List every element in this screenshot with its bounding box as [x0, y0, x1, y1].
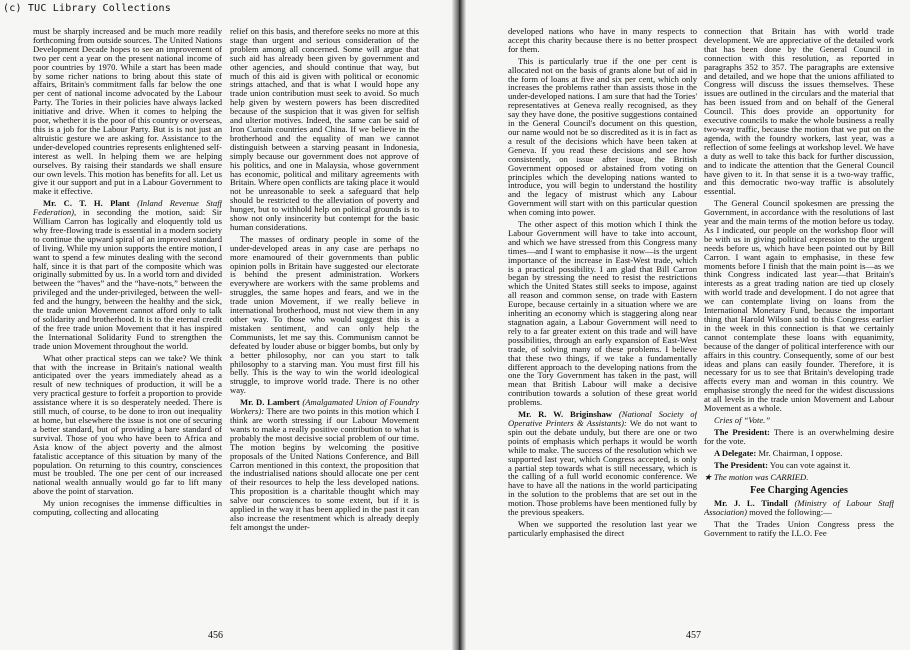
book-gutter [452, 0, 466, 650]
paragraph: must be sharply increased and be much more readily forthcoming from outside sources. The United Nations Development Decade hopes to see an improvement of two per cent a year on the present national income of poor countries by 1970. While a start has been made by some richer nations to bring about this state of affairs, Britain's commitment falls far below the one per cent of national income advocated by the Labour Party. The Tories in their policies have always lacked initiative and drive. When it comes to helping the poor, whether it is the poor of this country or overseas, this is a job for the Labour Party. But is is not just an altruistic gesture we are asking for. Assistance to the under-developed countries represents enlightened self-interest as well. In helping them we are helping ourselves. By raising their standards we shall ensure our own levels. This motion has benefits for all. Let us give it our support and put in a Labour Government to make it effective. [33, 27, 222, 197]
paragraph [230, 398, 419, 532]
speech-text: There are two points in this motion which I think are worth stressing if our Labour Movement wants to make a really positive contribution to what is probably the most decisive social problem of our time. The motion begins by welcoming the positive proposals of the United Nations Conference, and Bill Carron mentioned in this context, the proposition that the industrialised nations should allocate one per cent of their resources to help the less developed nations. This proposition is a charitable thought which may salve our consciences to some extent, but if it is applied in the way it has been applied in the past it can also increase the resentment which is already deeply felt amongst the under- [230, 406, 419, 532]
right-page-column-1 [508, 27, 697, 632]
paragraph: This is particularly true if the one per cent is allocated not on the basis of grants alone but of aid in the form of loans at five and six per cent, which only increases the problems rather than assists those in the under-developed nations. I am sure that had the Tories' representatives at Geneva really recognised, as they say they have done, the positive suggestions contained in the General Council's document on this question, our name would not be so discredited as it is in fact as a result of the decisions which have been taken at Geneva. If you read these decisions and see how consistently, on issue after issue, the British Government opposed or abstained from voting on principles which the developing nations wanted to introduce, you will begin to understand the hostility and the legacy of mistrust which any Labour Government will start with on this particular question when coming into power. [508, 55, 697, 218]
speaker-name: Mr. R. W. Briginshaw [518, 409, 612, 420]
left-page-column-2 [230, 27, 419, 632]
speech-text: moved the following:— [749, 507, 832, 518]
paragraph: developed nations who have in many respects to accept this charity because there is no better prospect for them. [508, 27, 697, 54]
speech-text: Mr. Chairman, I oppose. [758, 447, 843, 458]
paragraph [704, 449, 894, 458]
paragraph [508, 410, 697, 517]
paragraph: connection that Britain has with world trade development. We are appreciative of the detailed work that has been done by the General Council in connection with this resolution, as reported in paragraphs 352 to 357. The paragraphs are extensive and detailed, and we hope that the unions affiliated to Congress will discuss the issues themselves. These issues are outlined in the circulars and the material that has been issued from and on behalf of the General Council. This does provide an opportunity for executive councils to make the whole business a really two-way traffic, because the motion that we put on the agenda, with the foundry workers, last year, was a reflection of some feelings at workshop level. We have a duty as well to take this back for further discussion, and to indicate the attention that the General Council have given to it. In that sense it is a two-way traffic, and this democratic two-way traffic is absolutely essential. [704, 27, 894, 197]
paragraph: relief on this basis, and therefore seeks no more at this stage than urgent and serious consideration of the problem among all concerned. Some will argue that such aid has already been given by government and other agencies, and should continue that way, but much of this aid is given with political or economic strings attached, and that is what I would hope any trade union contribution must seek to avoid. So much help given by western powers has been discredited because of the suspicion that it was given for selfish and ulterior motives. Indeed, the same can be said of Iron Curtain countries and China. If we believe in the brotherhood and the equality of man we cannot distinguish between a starving peasant in Indonesia, simply because our government does not approve of his politics, and one in Malaysia, whose government has economic, political and military agreements with Britain. Where open conflicts are taking place it would not be unreasonable to seek a safeguard that help should be restricted to the alleviation of poverty and hunger, but to withhold help on political grounds is to show not only insincerity but contempt for the basic human considerations. [230, 27, 419, 232]
paragraph: What other practical steps can we take? We think that with the increase in Britain's national wealth anticipated over the years immediately ahead as a result of new techniques of production, it will be a very practical gesture to forfeit a proportion to provide assistance where it is so desperately needed. There is still much, of course, to be done to iron out inequality at home, but elsewhere the issue is not one of securing a better standard, but of providing a bare standard of survival. Those of you who have been to Africa and Asia know of the abject poverty and the almost fatalistic acceptance of this situation by many of the population. On returning to this country, consciences must be troubled. The one per cent of our increased national wealth annually would go far to lift many above the point of starvation. [33, 352, 222, 497]
speaker-name: Mr. D. Lambert [240, 397, 300, 408]
paragraph: The General Council spokesmen are pressing the Government, in accordance with the resolutions of last year and the main terms of the motion before us today. As I indicated, our people on the workshop floor will be with us in giving political expression to the urgent needs before us, which have been pointed out by Bill Carron. I want again to emphasise, in these few moments before I finish that the main point is—as we think Congress indicated last year—that Britain's interests as a great trading nation are tied up closely with world trade and development. I do not agree that we can contemplate living on loans from the International Monetary Fund, because the important thing that Harold Wilson said to this Congress earlier in the week in this connection is that we certainly cannot contemplate these loans with equanimity, because of the danger of political interference with our affairs in this country. Consequently, some of our best ideas and plans can easily founder. Therefore, it is necessary for us to see that Britain's developing trade affects every man and woman in this country. We emphasise strongly the need for the widest discussions at all levels in the trade union Movement and Labour Movement as a whole. [704, 198, 894, 414]
speaker-name: The President: [714, 426, 770, 437]
left-page-column-1 [33, 27, 222, 632]
speech-text: in seconding the motion, said: Sir William Carron has logically and eloquently told us why free-flowing trade is essential in a modern society to continue the upward spiral of an improved standard of living. While my union supports the entire motion, I want to spend a few minutes dealing with the second half, since it is that part of the composite which was originally submitted by us. In a world torn and divided between the “haves” and the “have-nots,” between the privileged and the under-privileged, between the well-fed and the hungry, between the healthy and the sick, the trade union Movement cannot afford only to talk of solidarity and brotherhood. It is to the eternal credit of the free trade union Movement that it has inspired the International Solidarity Fund to strengthen the trade union Movement throughout the world. [33, 207, 222, 351]
section-heading: Fee Charging Agencies [750, 485, 848, 497]
speech-text: You can vote against it. [769, 459, 851, 470]
speaker-name: Mr. C. T. H. Plant [43, 198, 130, 209]
paragraph [704, 461, 894, 470]
right-page-column-2 [704, 27, 894, 632]
speech-text: There is an overwhelming desire for the vote. [704, 426, 894, 446]
speech-text: We do not want to spin out the debate unduly, but there are one or two points of emphasis which perhaps it would be worth while to make. The success of the resolution which we supported last year, which Congress accepted, is only a partial step towards what is still necessary, which is the calling of a full world economic conference. We have to have all the nations in the world participating in the solution to the problems that are set out in the motion. Those problems have been mentioned fully by the previous speakers. [508, 417, 697, 518]
paragraph: The other aspect of this motion which I think the Labour Government will have to take into account, and which we have stressed from this Congress many times—and I want to emphasise it now—is the urgent importance of the increase in East-West trade, which is a practical possibility. I am glad that Bill Carron began by stressing the need to resist the restrictions which the United States still seeks to impose, against all reason and common sense, on trade with Eastern Europe, because certainly in a situation where we are inheriting an economy which is staggering along near stagnation again, a Labour Government will need to rely to a far greater extent on this trade and will have possibilities, through an early expansion of East-West trade, of solving many of these problems. I believe that these two things, if we take a fundamentally different approach to the developing nations from the one the Tory Government has taken in the past, will mean that British Labour will make a decisive contribution towards a solution of these great world problems. [508, 219, 697, 408]
speaker-organisation: (Ministry of Labour Staff Association) [704, 498, 894, 518]
page-number-right: 457 [686, 630, 701, 641]
speaker-name: The President: [714, 459, 769, 470]
copyright-watermark: (c) TUC Library Collections [3, 3, 171, 14]
motion-result: ★ The motion was CARRIED. [704, 471, 809, 482]
paragraph: That the Trades Union Congress press the Government to ratify the I.L.O. Fee [704, 519, 894, 539]
page-number-left: 456 [208, 630, 223, 641]
paragraph: The masses of ordinary people in some of the under-developed areas in any case are perhaps no more enamoured of their governments than public opinion polls in Britain have suggested our electorate is behind the present administration. Workers everywhere are workers with the same problems and struggles, the same hopes and fears, and we in the trade union Movement, if we really believe in international brotherhood, must not view them in any other way. To those who would suggest this is a mistaken sentiment, and can only help the Communists, let me say this. Communism cannot be defeated by louder abuse or bigger bombs, but only by a better philosophy, nor can you start to talk philosophy to a starving man. You must first fill his belly. This is the way to win the world ideological struggle, to improve world trade. There is no other way. [230, 233, 419, 396]
speaker-organisation: (National Society of Operative Printers & Assistants): [508, 409, 697, 428]
cries-note: Cries of “Vote.” [714, 414, 771, 425]
speaker-organisation: (Amalgamated Union of Foundry Workers): [230, 397, 419, 417]
paragraph [33, 199, 222, 350]
paragraph: When we supported the resolution last year we particularly emphasised the direct [508, 518, 697, 538]
paragraph [704, 428, 894, 446]
paragraph [704, 499, 894, 517]
paragraph: My union recognises the immense difficulties in computing, collecting and allocating [33, 498, 222, 518]
speaker-name: A Delegate: [714, 447, 757, 458]
speaker-organisation: (Inland Revenue Staff Federation), [33, 198, 222, 218]
speaker-name: Mr. J. L. Tindall [714, 498, 788, 509]
